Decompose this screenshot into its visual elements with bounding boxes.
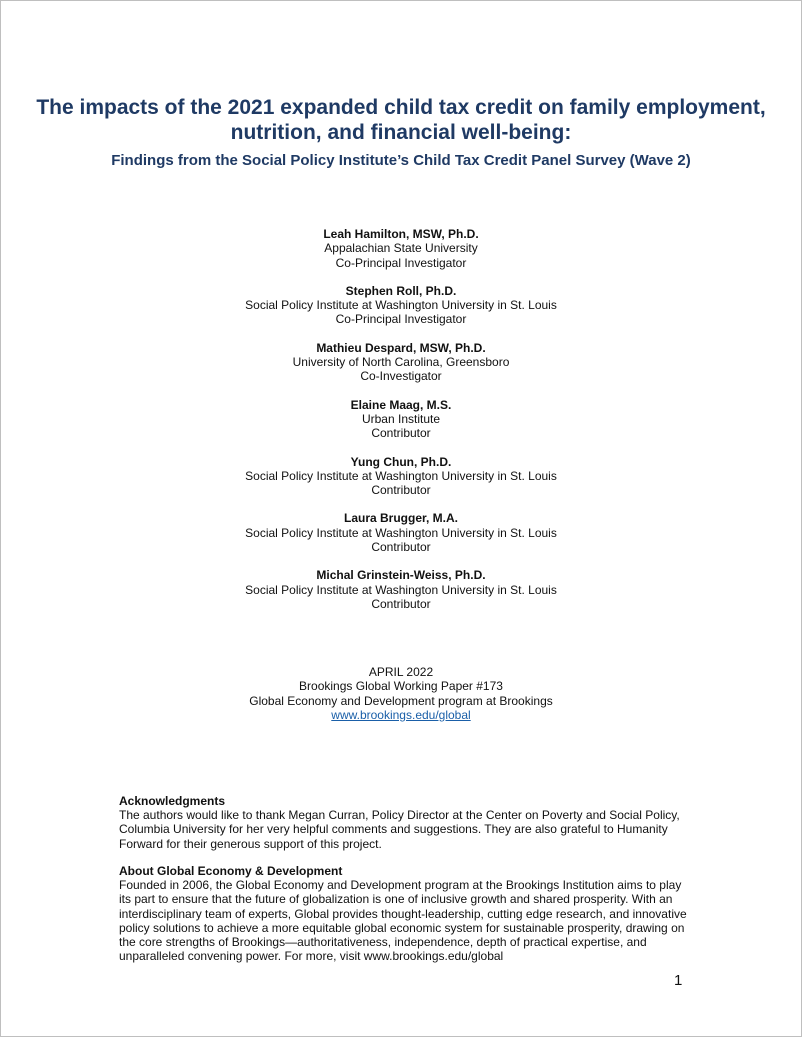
author-affiliation: Appalachian State University (324, 241, 478, 256)
brookings-global-link[interactable]: www.brookings.edu/global (331, 707, 471, 722)
author-affiliation: Social Policy Institute at Washington University in St. Louis (245, 582, 557, 597)
author-role: Contributor (371, 426, 431, 441)
author-name: Stephen Roll, Ph.D. (345, 283, 457, 298)
author-role: Contributor (371, 540, 431, 555)
author-entry (1, 341, 801, 384)
publication-date: APRIL 2022 (368, 665, 434, 679)
author-entry (1, 455, 801, 498)
author-role: Contributor (371, 596, 431, 611)
author-affiliation: Urban Institute (361, 411, 441, 426)
publication-info (1, 665, 801, 722)
author-list (1, 227, 801, 625)
author-name: Leah Hamilton, MSW, Ph.D. (323, 227, 479, 241)
author-affiliation: Social Policy Institute at Washington University in St. Louis (245, 298, 557, 313)
page-number: 1 (674, 972, 683, 989)
author-entry (1, 398, 801, 441)
author-affiliation: Social Policy Institute at Washington University in St. Louis (245, 468, 557, 483)
about-heading: About Global Economy & Development (119, 864, 343, 878)
author-affiliation: University of North Carolina, Greensboro (292, 355, 510, 370)
acknowledgments-heading: Acknowledgments (119, 794, 226, 808)
author-role: Co-Principal Investigator (335, 312, 467, 327)
author-name: Laura Brugger, M.A. (343, 511, 459, 526)
author-name: Michal Grinstein-Weiss, Ph.D. (316, 568, 486, 583)
author-name: Elaine Maag, M.S. (350, 397, 452, 412)
author-name: Mathieu Despard, MSW, Ph.D. (316, 340, 486, 355)
paper-title: The impacts of the 2021 expanded child tax credit on family employment, nutrition, and financial well-being: (36, 96, 766, 144)
author-entry (1, 227, 801, 270)
author-entry (1, 284, 801, 327)
acknowledgments-section (119, 794, 689, 851)
about-text: Founded in 2006, the Global Economy and Development program at the Brookings Institution aims to play its part to ensure that the future of globalization is one of inclusive growth and shared prosperity. With an interdisciplinary team of experts, Global provides thought-leadership, cutting edge research, and innovative policy solutions to achieve a more equitable global economic system for sustainable prosperity, drawing on the core strengths of Brookings—authoritativeness, independence, depth of practical expertise, and unparalleled convening power. For more, visit www.brookings.edu/global (119, 878, 687, 964)
author-entry (1, 568, 801, 611)
author-entry (1, 511, 801, 554)
working-paper-series: Brookings Global Working Paper #173 (299, 679, 503, 694)
about-section (119, 864, 689, 963)
author-role: Co-Investigator (360, 369, 442, 384)
author-affiliation: Social Policy Institute at Washington University in St. Louis (245, 525, 557, 540)
author-role: Contributor (371, 483, 431, 498)
acknowledgments-text: The authors would like to thank Megan Curran, Policy Director at the Center on Poverty and Social Policy, Columbia University for her very helpful comments and suggestions. They are also grateful to Humanity Forward for their generous support of this project. (119, 808, 680, 851)
program-name: Global Economy and Development program at Brookings (249, 693, 553, 708)
author-role: Co-Principal Investigator (335, 255, 467, 270)
author-name: Yung Chun, Ph.D. (350, 454, 452, 469)
paper-subtitle: Findings from the Social Policy Institute’s Child Tax Credit Panel Survey (Wave 2) (111, 152, 691, 169)
